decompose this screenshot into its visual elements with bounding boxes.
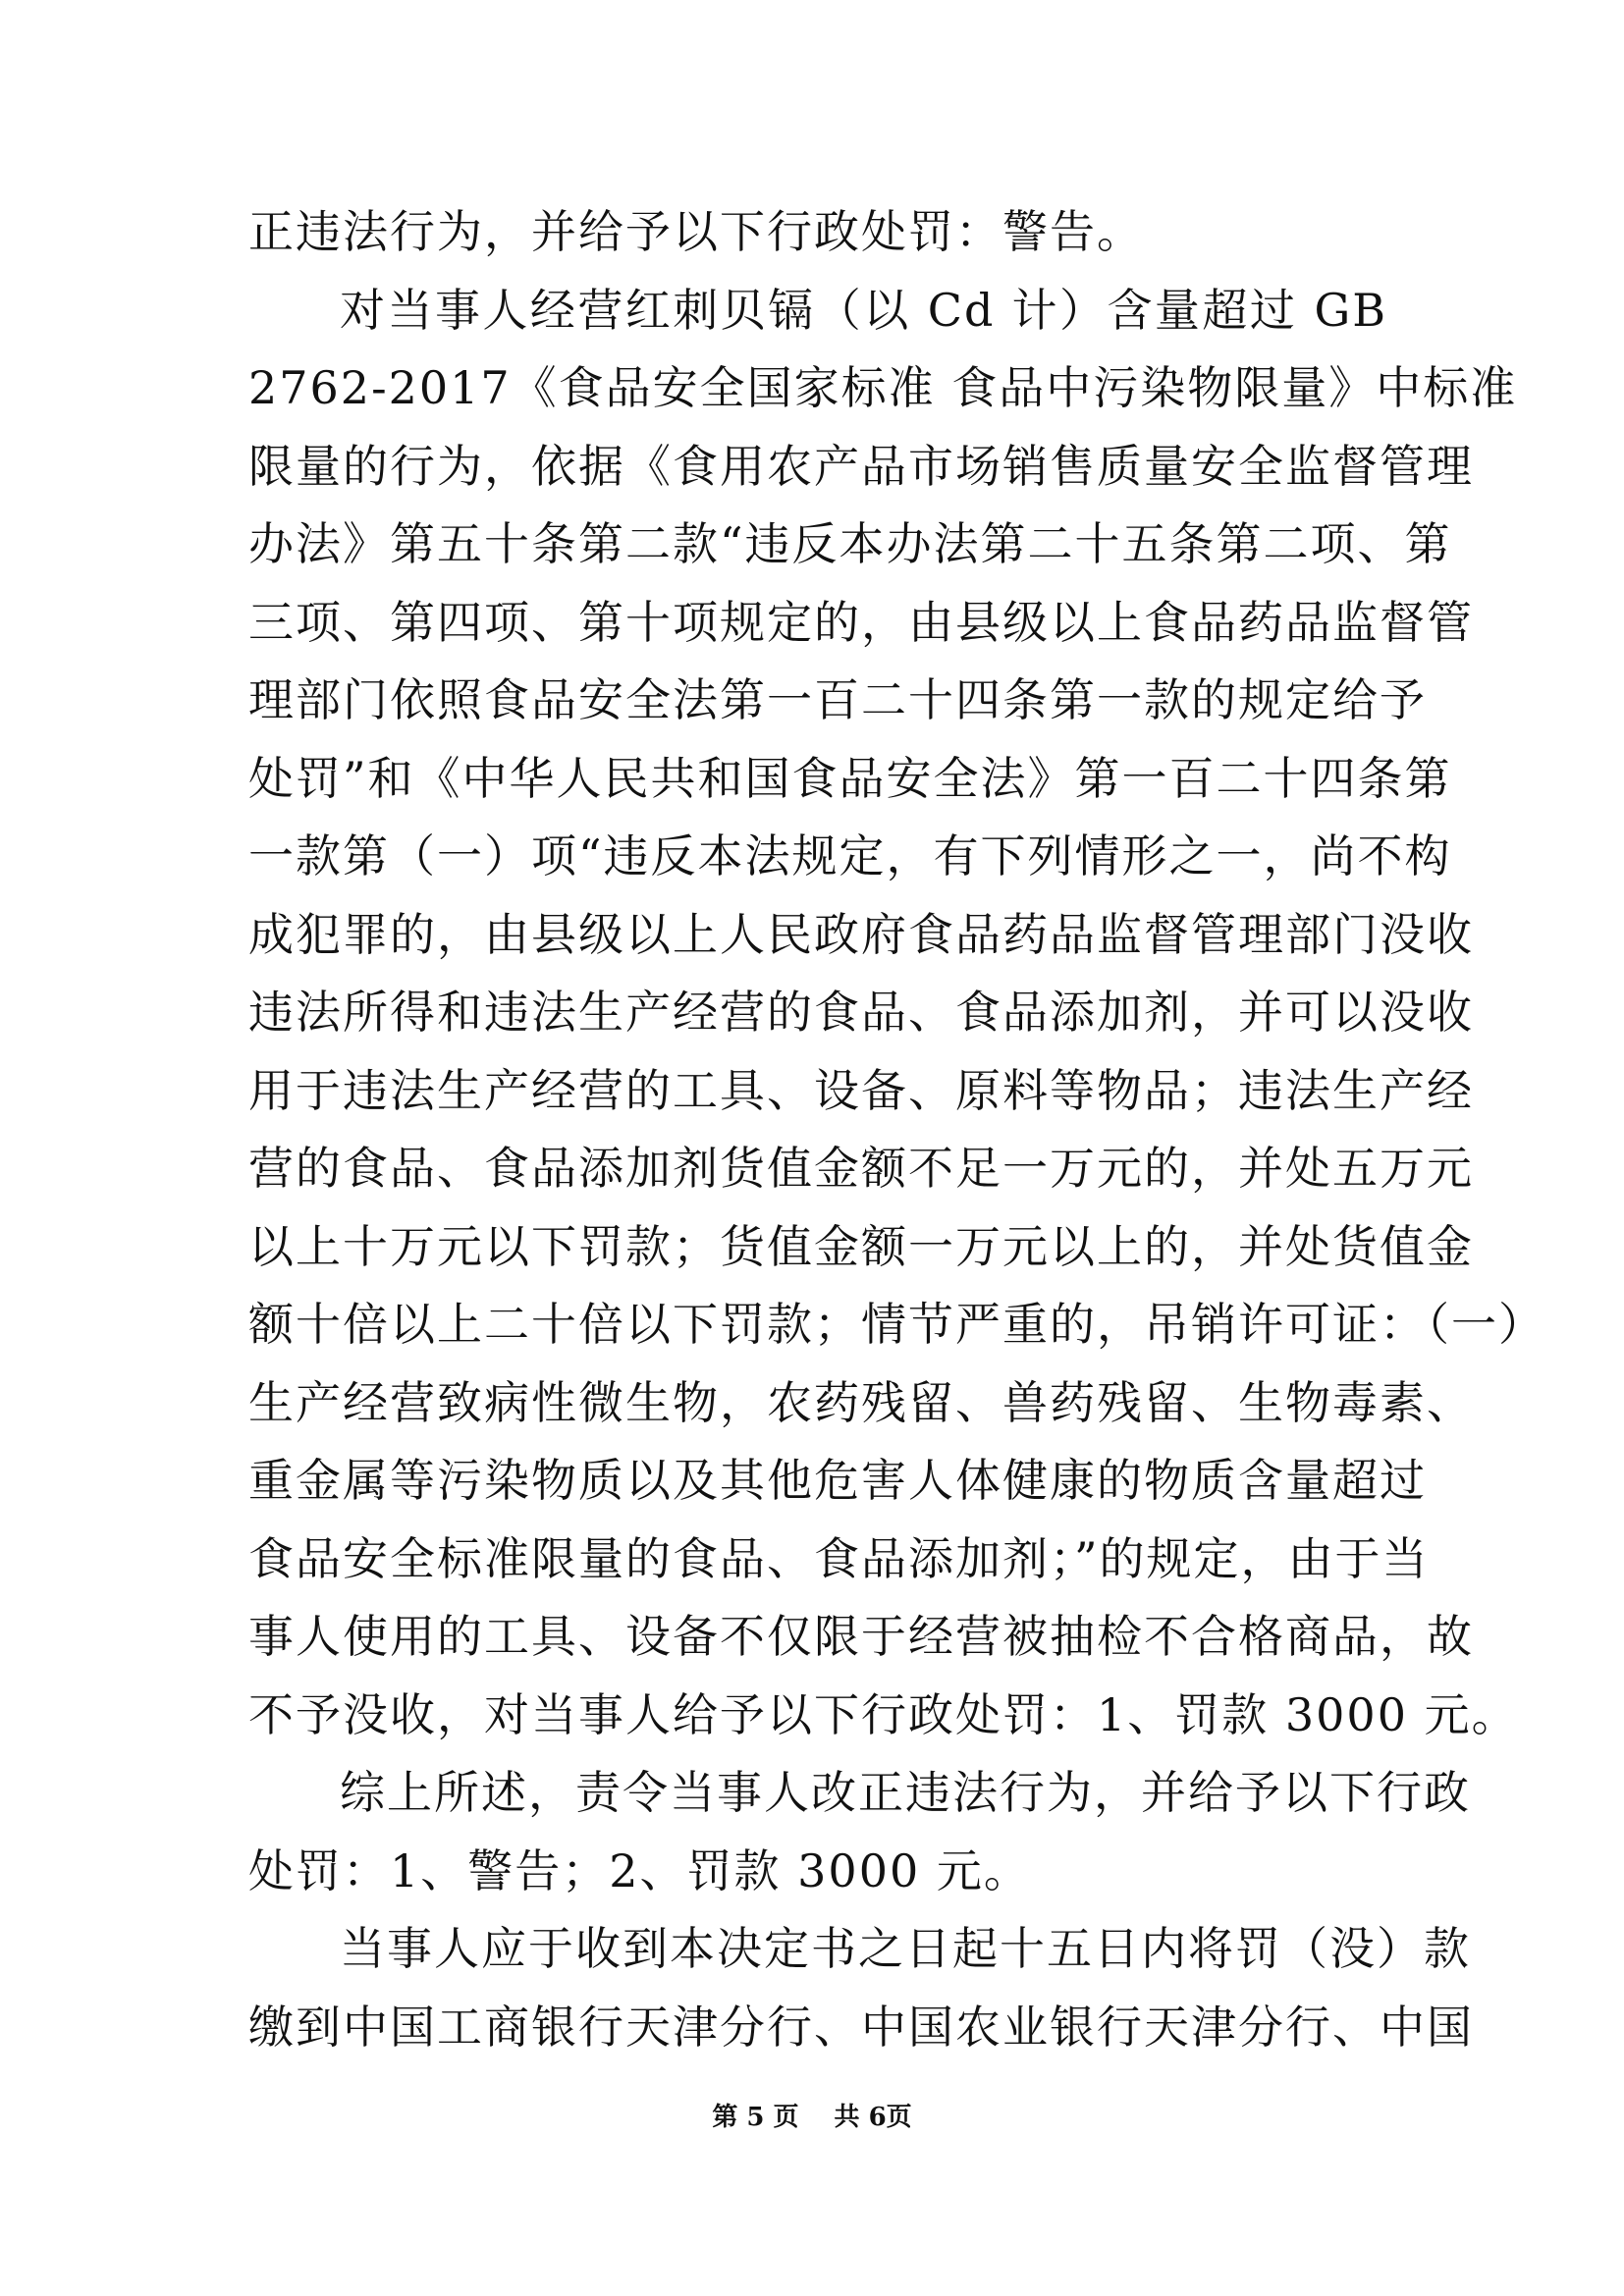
text-line-19: 事人使用的工具、设备不仅限于经营被抽检不合格商品，故 [248,1610,1474,1663]
text-line-8: 处罚”和《中华人民共和国食品安全法》第一百二十四条第 [248,752,1452,805]
text-line-7: 理部门依照食品安全法第一百二十四条第一款的规定给予 [248,673,1427,726]
total-pages: 共 6页 [834,2103,912,2132]
text-line-22: 处罚：1、警告；2、罚款 3000 元。 [248,1844,1031,1897]
text-line-11: 违法所得和违法生产经营的食品、食品添加剂，并可以没收 [248,986,1474,1039]
paragraph-start-line: 对当事人经营红刺贝镉（以 Cd 计）含量超过 GB [340,284,1387,337]
current-page-number: 第 5 页 [712,2103,799,2132]
text-line-16: 生产经营致病性微生物，农药残留、兽药残留、生物毒素、 [248,1376,1474,1429]
text-line-1: 正违法行为，并给予以下行政处罚：警告。 [248,205,1144,258]
text-line-17: 重金属等污染物质以及其他危害人体健康的物质含量超过 [248,1454,1427,1507]
text-line-13: 营的食品、食品添加剂货值金额不足一万元的，并处五万元 [248,1142,1474,1195]
text-line-3: 2762-2017《食品安全国家标准 食品中污染物限量》中标准 [248,361,1518,414]
text-line-24: 缴到中国工商银行天津分行、中国农业银行天津分行、中国 [248,2001,1474,2054]
text-line-18: 食品安全标准限量的食品、食品添加剂；”的规定，由于当 [248,1532,1430,1585]
text-line-6: 三项、第四项、第十项规定的，由县级以上食品药品监督管 [248,596,1474,649]
text-line-20: 不予没收，对当事人给予以下行政处罚：1、罚款 3000 元。 [248,1688,1519,1741]
paragraph-start-line: 当事人应于收到本决定书之日起十五日内将罚（没）款 [340,1922,1471,1975]
text-line-14: 以上十万元以下罚款；货值金额一万元以上的，并处货值金 [248,1220,1474,1273]
text-line-10: 成犯罪的，由县级以上人民政府食品药品监督管理部门没收 [248,908,1474,961]
page-footer [0,2101,1624,2134]
paragraph-start-line: 综上所述，责令当事人改正违法行为，并给予以下行政 [340,1766,1471,1819]
text-line-4: 限量的行为，依据《食用农产品市场销售质量安全监督管理 [248,440,1474,493]
text-line-12: 用于违法生产经营的工具、设备、原料等物品；违法生产经 [248,1064,1474,1117]
text-line-15: 额十倍以上二十倍以下罚款；情节严重的，吊销许可证：（一） [248,1298,1545,1351]
text-line-9: 一款第（一）项“违反本法规定，有下列情形之一，尚不构 [248,829,1452,882]
text-line-5: 办法》第五十条第二款“违反本办法第二十五条第二项、第 [248,517,1452,570]
